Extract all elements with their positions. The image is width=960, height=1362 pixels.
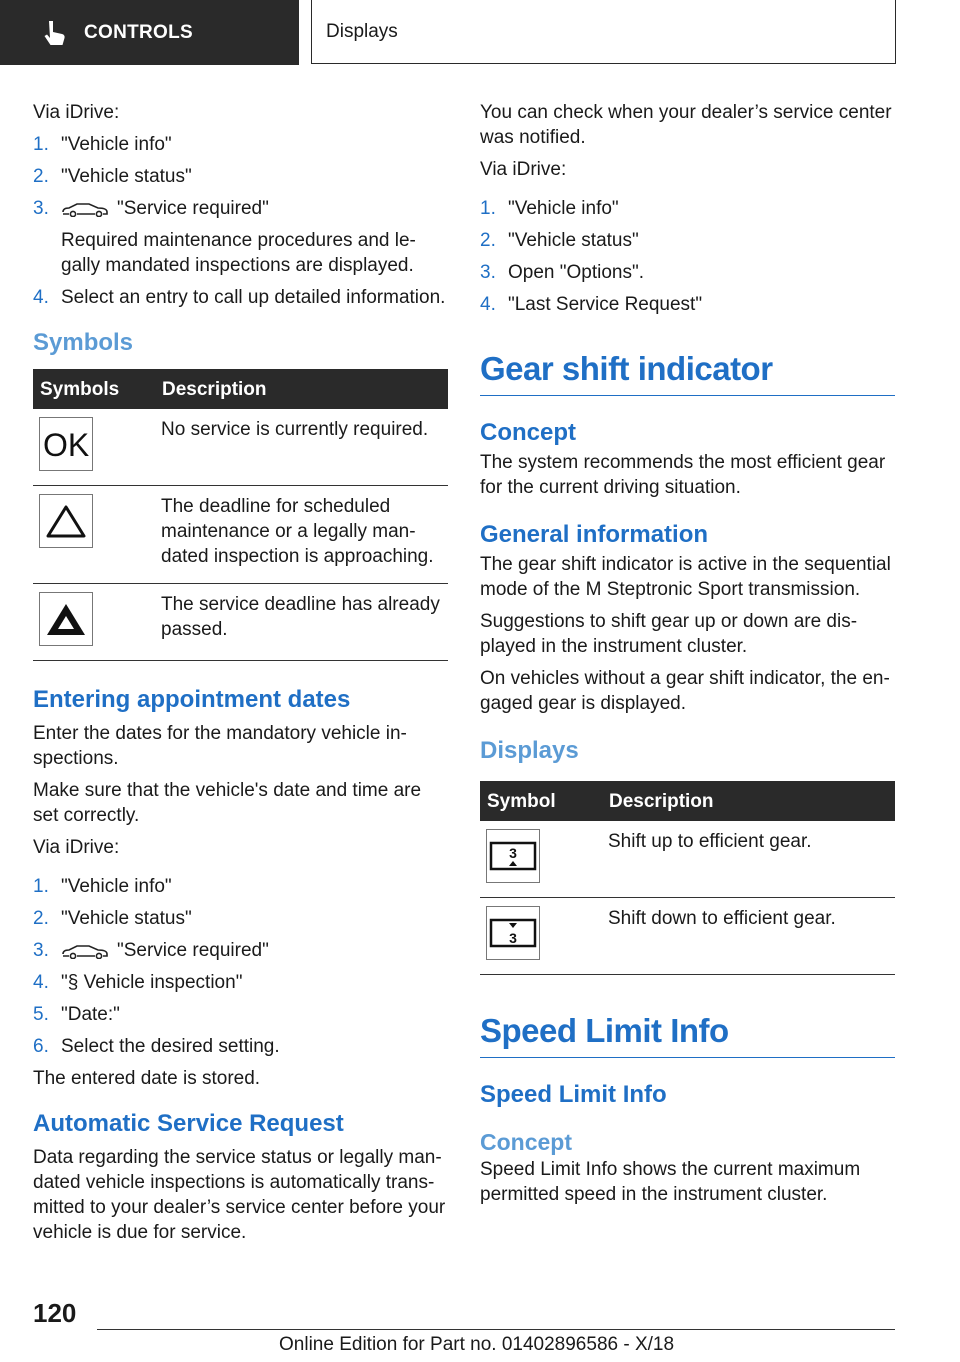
list-item: 6. Select the desired setting. — [33, 1036, 280, 1057]
car-icon — [61, 943, 109, 959]
paragraph: The system recommends the most efficient gear for the current driving situation. — [480, 452, 886, 498]
gear-shift-heading: Gear shift indicator — [480, 349, 895, 396]
shift-down-icon — [486, 906, 540, 960]
page-number: 120 — [33, 1298, 77, 1328]
subsection-title: Displays — [326, 20, 398, 42]
table-header: Symbol — [480, 781, 602, 821]
section-tab — [0, 0, 299, 65]
via-idrive-text: Via iDrive: — [480, 159, 567, 180]
svg-text:3: 3 — [509, 930, 517, 946]
speed-limit-subheading: Speed Limit Info — [480, 1081, 667, 1108]
list-item: 5. "Date:" — [33, 1004, 120, 1025]
asr-heading: Automatic Service Request — [33, 1110, 344, 1137]
edition-text: Online Edition for Part no. 01402896586 - X/18 — [279, 1334, 675, 1355]
list-item: 4. Select an entry to call up detailed information. — [33, 287, 446, 308]
symbols-heading: Symbols — [33, 329, 134, 356]
list-item: 2. "Vehicle status" — [33, 166, 192, 187]
paragraph: Suggestions to shift gear up or down are dis‐played in the instrument cluster. — [480, 611, 858, 657]
displays-heading: Displays — [480, 737, 579, 764]
paragraph: Speed Limit Info shows the current maximum permitted speed in the instrument cluster. — [480, 1159, 861, 1205]
via-idrive-text: Via iDrive: — [33, 102, 120, 123]
list-item: 3. "Service required" — [33, 940, 269, 961]
shift-up-icon — [486, 829, 540, 883]
svg-text:OK: OK — [43, 427, 90, 461]
hand-pointer-icon — [38, 18, 68, 48]
general-info-heading: General information — [480, 521, 709, 548]
paragraph: You can check when your dealer’s service center was notified. — [480, 102, 892, 148]
speed-limit-heading: Speed Limit Info — [480, 1011, 895, 1058]
ok-icon — [39, 417, 93, 471]
paragraph: The gear shift indicator is active in the sequential mode of the M Steptronic Sport transmission. — [480, 554, 891, 600]
list-item: 3. Open "Options". — [480, 262, 645, 283]
table-row: OK No service is currently required. — [33, 409, 448, 486]
list-item: 1. "Vehicle info" — [480, 198, 619, 219]
warning-triangle-filled-icon — [39, 592, 93, 646]
left-column — [33, 100, 448, 1252]
table-row: 3 Shift up to efficient gear. — [480, 821, 895, 898]
list-item: 1. "Vehicle info" — [33, 134, 172, 155]
symbols-table — [33, 369, 448, 661]
list-item: 2. "Vehicle status" — [33, 908, 192, 929]
paragraph: Make sure that the vehicle's date and time are set correctly. — [33, 780, 422, 826]
list-item: 3. "Service required" Required maintenance procedures and le‐gally mandated inspections are displayed. — [33, 196, 448, 278]
via-idrive-text: Via iDrive: — [33, 837, 120, 858]
list-item: 2. "Vehicle status" — [480, 230, 639, 251]
table-row: 3 Shift down to efficient gear. — [480, 898, 895, 975]
section-title: CONTROLS — [84, 21, 194, 43]
table-row: The service deadline has already passed. — [33, 584, 448, 661]
car-icon — [61, 201, 109, 217]
steps-list-3 — [480, 196, 895, 317]
table-row: The deadline for scheduled maintenance or a legally man‐dated inspection is approaching. — [33, 486, 448, 584]
concept-subheading: Concept — [480, 1129, 572, 1155]
table-header: Description — [155, 369, 448, 409]
steps-list-1 — [33, 132, 448, 310]
paragraph: Enter the dates for the mandatory vehicle in‐spections. — [33, 723, 407, 769]
list-item: 1. "Vehicle info" — [33, 876, 172, 897]
warning-triangle-outline-icon — [39, 494, 93, 548]
paragraph: Data regarding the service status or legally man‐dated vehicle inspections is automatically trans‐mitted to your dealer’s service center before your vehicle is due for service. — [33, 1147, 446, 1243]
svg-text:3: 3 — [509, 845, 517, 861]
paragraph: The entered date is stored. — [33, 1068, 261, 1089]
table-header: Description — [602, 781, 895, 821]
displays-table — [480, 781, 895, 975]
steps-list-2 — [33, 874, 448, 1059]
list-item: 4. "Last Service Request" — [480, 294, 703, 315]
subsection-tab — [311, 0, 896, 64]
table-header: Symbols — [33, 369, 155, 409]
right-column — [480, 100, 895, 1214]
list-item: 4. "§ Vehicle inspection" — [33, 972, 243, 993]
paragraph: On vehicles without a gear shift indicator, the en‐gaged gear is displayed. — [480, 668, 890, 714]
appointment-heading: Entering appointment dates — [33, 686, 351, 713]
footer-divider — [97, 1329, 895, 1330]
concept-heading: Concept — [480, 419, 576, 446]
step-subtext: Required maintenance procedures and le‐gally mandated inspections are displayed. — [61, 230, 416, 276]
